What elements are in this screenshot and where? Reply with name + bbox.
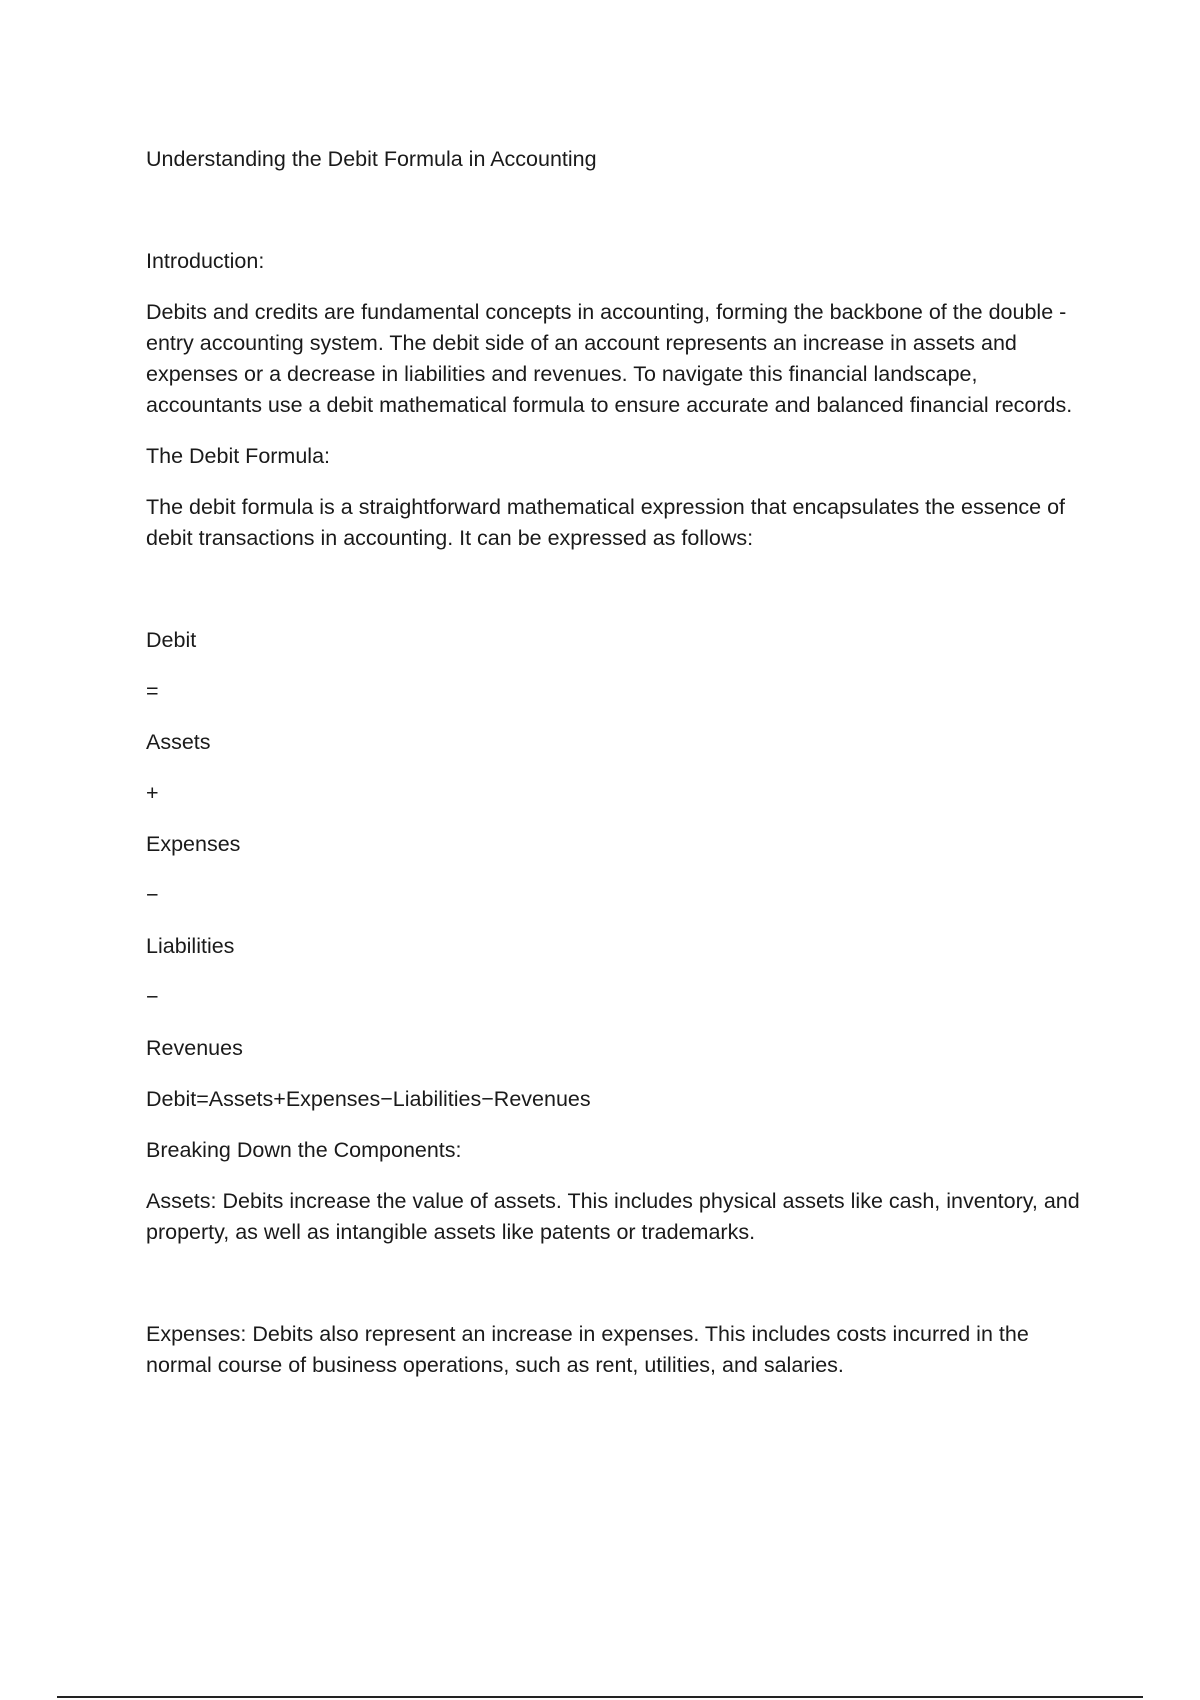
formula-term-expenses: Expenses xyxy=(146,832,241,856)
bottom-divider xyxy=(57,1696,1143,1698)
formula-term-debit: Debit xyxy=(146,628,197,652)
formula-paragraph: The debit formula is a straightforward mathematical expression that encapsulates the essence of debit transactions in accounting. It can be expressed as follows: xyxy=(146,495,1066,550)
introduction-paragraph: Debits and credits are fundamental concepts in accounting, forming the backbone of the double -entry accounting system. The debit side of an account represents an increase in assets and expenses or a decrease in liabilities and revenues. To navigate this financial landscape, accountants use a debit mathematical formula to ensure accurate and balanced financial records. xyxy=(146,300,1073,417)
formula-operator-minus: − xyxy=(146,883,159,907)
formula-term-revenues: Revenues xyxy=(146,1036,243,1060)
document-title: Understanding the Debit Formula in Accounting xyxy=(146,147,597,171)
formula-term-liabilities: Liabilities xyxy=(146,934,235,958)
expenses-paragraph: Expenses: Debits also represent an increase in expenses. This includes costs incurred in the normal course of business operations, such as rent, utilities, and salaries. xyxy=(146,1322,1029,1377)
formula-operator-equals: = xyxy=(146,679,159,703)
document-body xyxy=(146,144,1096,1401)
formula-operator-minus-2: − xyxy=(146,985,159,1009)
formula-operator-plus: + xyxy=(146,781,159,805)
components-heading: Breaking Down the Components: xyxy=(146,1138,462,1162)
introduction-heading: Introduction: xyxy=(146,249,265,273)
formula-term-assets: Assets xyxy=(146,730,211,754)
formula-inline: Debit=Assets+Expenses−Liabilities−Revenues xyxy=(146,1087,591,1111)
formula-heading: The Debit Formula: xyxy=(146,444,331,468)
assets-paragraph: Assets: Debits increase the value of assets. This includes physical assets like cash, inventory, and property, as well as intangible assets like patents or trademarks. xyxy=(146,1189,1080,1244)
formula-stack xyxy=(146,625,1096,1064)
